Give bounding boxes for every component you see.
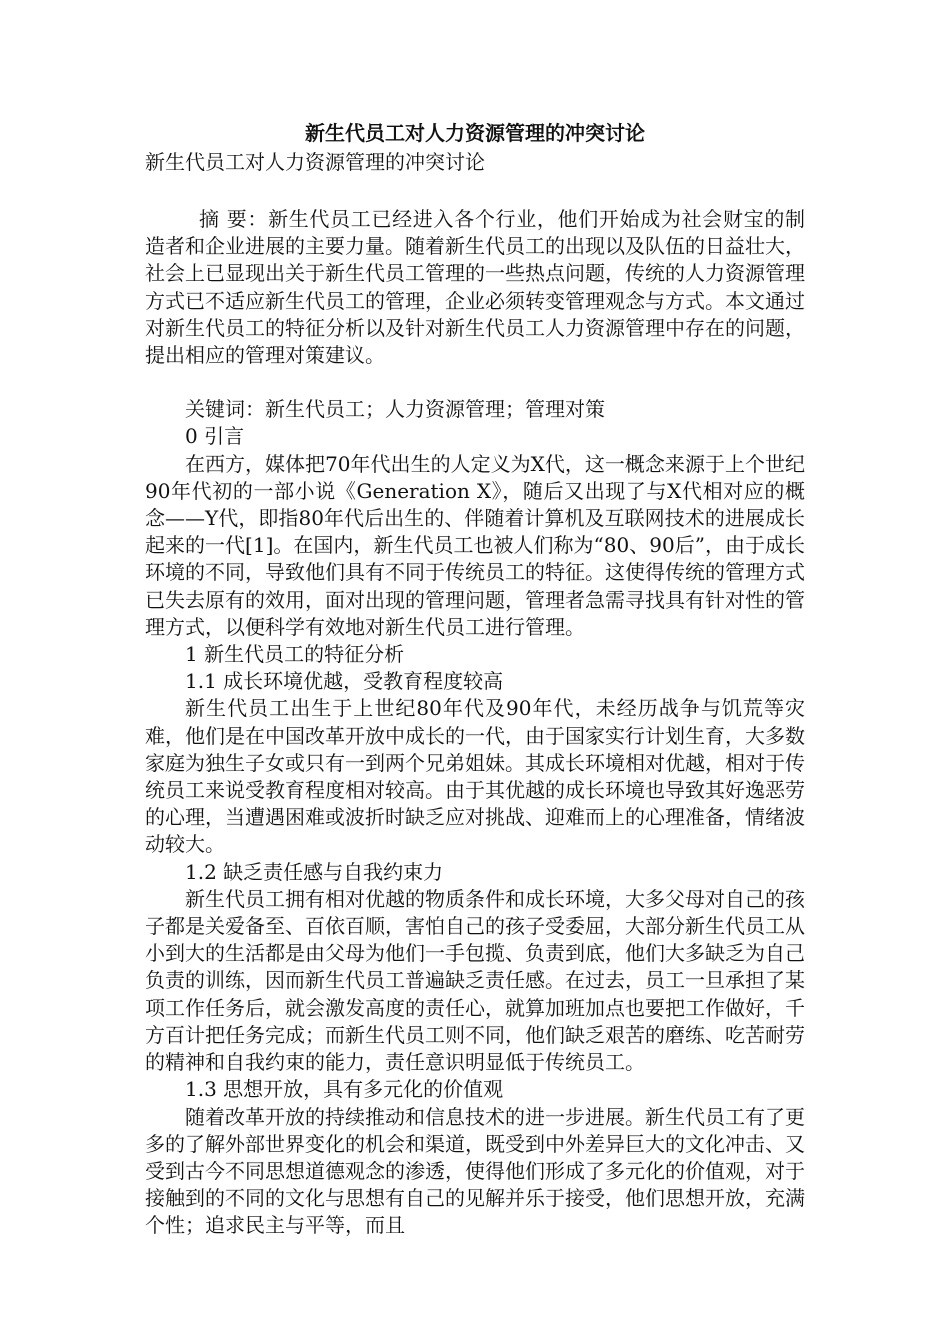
section-heading-1-1: 1.1 成长环境优越，受教育程度较高	[185, 669, 504, 694]
introduction-paragraph: 在西方，媒体把70年代出生的人定义为X代，这一概念来源于上个世纪90年代初的一部小说《Generation X》，随后又出现了与X代相对应的概念——Y代，即指80年代后出生的、伴随着计算机及互联网技术的进展成长起来的一代[1]。在国内，新生代员工也被人们称为“80、90后”，由于成长环境的不同，导致他们具有不同于传统员工的特征。这使得传统的管理方式已失去原有的效用，面对出现的管理问题，管理者急需寻找具有针对性的管理方式，以便科学有效地对新生代员工进行管理。	[145, 451, 805, 639]
document-subtitle: 新生代员工对人力资源管理的冲突讨论	[145, 150, 485, 174]
document-title: 新生代员工对人力资源管理的冲突讨论	[305, 121, 645, 145]
document-page	[145, 120, 805, 1240]
section-1-1-paragraph: 新生代员工出生于上世纪80年代及90年代，未经历战争与饥荒等灾难，他们是在中国改革开放中成长的一代，由于国家实行计划生育，大多数家庭为独生子女或只有一到两个兄弟姐妹。其成长环境相对优越，相对于传统员工来说受教育程度相对较高。由于其优越的成长环境也导致其好逸恶劳的心理，当遭遇困难或波折时缺乏应对挑战、迎难而上的心理准备，情绪波动较大。	[145, 696, 805, 857]
section-heading-1-3: 1.3 思想开放，具有多元化的价值观	[185, 1077, 504, 1102]
section-heading-1: 1 新生代员工的特征分析	[185, 642, 405, 667]
section-1-2-paragraph: 新生代员工拥有相对优越的物质条件和成长环境，大多父母对自己的孩子都是关爱备至、百依百顺，害怕自己的孩子受委屈，大部分新生代员工从小到大的生活都是由父母为他们一手包揽、负责到底，他们大多缺乏为自己负责的训练，因而新生代员工普遍缺乏责任感。在过去，员工一旦承担了某项工作任务后，就会激发高度的责任心，就算加班加点也要把工作做好，千方百计把任务完成；而新生代员工则不同，他们缺乏艰苦的磨练、吃苦耐劳的精神和自我约束的能力，责任意识明显低于传统员工。	[145, 886, 805, 1075]
section-heading-1-2: 1.2 缺乏责任感与自我约束力	[185, 859, 444, 884]
keywords-line: 关键词：新生代员工；人力资源管理；管理对策	[185, 397, 605, 422]
section-heading-introduction: 0 引言	[185, 424, 245, 449]
section-1-3-paragraph: 随着改革开放的持续推动和信息技术的进一步进展。新生代员工有了更多的了解外部世界变化的机会和渠道，既受到中外差异巨大的文化冲击、又受到古今不同思想道德观念的渗透，使得他们形成了多元化的价值观，对于接触到的不同的文化与思想有自己的见解并乐于接受，他们思想开放，充满个性；追求民主与平等，而且	[145, 1104, 805, 1238]
abstract-paragraph: 摘 要：新生代员工已经进入各个行业，他们开始成为社会财宝的制造者和企业进展的主要力量。随着新生代员工的出现以及队伍的日益壮大，社会上已显现出关于新生代员工管理的一些热点问题，传统的人力资源管理方式已不适应新生代员工的管理，企业必须转变管理观念与方式。本文通过对新生代员工的特征分析以及针对新生代员工人力资源管理中存在的问题，提出相应的管理对策建议。	[145, 207, 805, 368]
